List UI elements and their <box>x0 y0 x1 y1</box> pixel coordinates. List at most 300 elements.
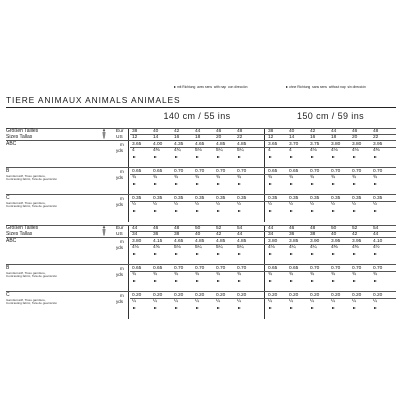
yardage-yards: ½ <box>331 201 336 207</box>
nap-arrow-icon <box>196 210 199 212</box>
yardage-metres: 0.70 <box>352 265 362 271</box>
contrast-note: Garniturstoff, Tissu garniture, <box>6 270 46 275</box>
yardage-yards: ¼ <box>195 298 200 304</box>
nap-arrow-icon <box>217 253 220 255</box>
nap-arrow-icon <box>374 156 377 158</box>
nap-arrow-icon <box>238 253 241 255</box>
nap-arrow-icon <box>332 183 335 185</box>
yardage-yards: ¼ <box>237 298 242 304</box>
nap-arrow-icon <box>196 280 199 282</box>
nap-arrow-icon <box>353 210 356 212</box>
yardage-yards: ½ <box>373 201 378 207</box>
us-size: 34 <box>132 231 138 237</box>
nap-arrow-icon <box>353 280 356 282</box>
width-group-150: 150 cm / 59 ins <box>296 111 365 121</box>
nap-arrow-icon <box>196 253 199 255</box>
us-size: 44 <box>373 231 379 237</box>
yardage-metres: 0.35 <box>132 195 142 201</box>
yardage-yards: ¾ <box>331 271 336 277</box>
nap-arrow-icon <box>332 307 335 309</box>
nap-arrow-icon <box>353 156 356 158</box>
yardage-metres: 4.15 <box>153 238 163 244</box>
yardage-yards: ¾ <box>216 271 221 277</box>
nap-arrow-icon <box>290 307 293 309</box>
yardage-metres: 0.20 <box>352 292 362 298</box>
yardage-metres: 3.95 <box>373 141 383 147</box>
yardage-metres: 0.65 <box>132 265 142 271</box>
yardage-yards: ¾ <box>174 174 179 180</box>
yardage-yards: 4½ <box>373 244 380 250</box>
metres-label: m <box>120 238 124 244</box>
yardage-yards: ¾ <box>216 174 221 180</box>
yardage-metres: 0.70 <box>237 265 247 271</box>
yardage-metres: 0.65 <box>289 168 299 174</box>
legend-with-nap <box>174 85 247 89</box>
us-size: 44 <box>237 231 243 237</box>
nap-arrow-icon <box>175 183 178 185</box>
view-label: B <box>6 167 10 174</box>
yardage-yards: ½ <box>289 201 294 207</box>
nap-arrow-icon <box>290 183 293 185</box>
nap-arrow-icon <box>133 183 136 185</box>
yardage-metres: 4.85 <box>216 238 226 244</box>
nap-arrow-icon <box>133 156 136 158</box>
us-size: 16 <box>310 134 316 140</box>
nap-arrow-icon <box>353 307 356 309</box>
table-top-rule <box>6 128 396 129</box>
yardage-metres: 0.35 <box>237 195 247 201</box>
yardage-metres: 0.35 <box>153 195 163 201</box>
yardage-yards: 5¼ <box>237 244 244 250</box>
eur-size: 44 <box>132 226 138 231</box>
us-size: 12 <box>268 134 274 140</box>
sizes-label-de-fr: Größen Tailles <box>6 225 39 231</box>
nap-arrow-icon <box>175 307 178 309</box>
eur-size: 54 <box>373 226 379 231</box>
us-size: 42 <box>352 231 358 237</box>
eur-size: 48 <box>237 129 243 134</box>
yardage-yards: ½ <box>195 201 200 207</box>
yards-label: yds <box>116 147 124 153</box>
yardage-yards: 4¾ <box>174 147 181 153</box>
nap-arrow-icon <box>154 156 157 158</box>
yardage-metres: 0.70 <box>310 265 320 271</box>
legend-item: mit Richtung <box>177 85 196 89</box>
eur-size: 48 <box>310 226 316 231</box>
yardage-metres: 0.35 <box>352 195 362 201</box>
yardage-metres: 4.65 <box>174 238 184 244</box>
yardage-metres: 0.65 <box>289 265 299 271</box>
nap-arrow-icon <box>238 156 241 158</box>
nap-arrow-icon <box>175 156 178 158</box>
yardage-yards: ¼ <box>216 298 221 304</box>
nap-arrow-icon <box>154 183 157 185</box>
yardage-yards: 4 <box>289 147 292 153</box>
us-size: 20 <box>352 134 358 140</box>
yardage-metres: 0.35 <box>174 195 184 201</box>
contrast-note: Contrasting fabric, Tela de guarnición <box>6 204 58 208</box>
nap-arrow-icon <box>175 253 178 255</box>
yardage-yards: ¼ <box>268 298 273 304</box>
yardage-yards: ¾ <box>352 174 357 180</box>
yardage-yards: ¼ <box>373 298 378 304</box>
eur-size: 48 <box>373 129 379 134</box>
nap-arrow-icon <box>217 280 220 282</box>
yards-label: yds <box>116 271 124 277</box>
eur-label: Eur <box>116 129 124 134</box>
yardage-metres: 4.85 <box>237 141 247 147</box>
yardage-metres: 0.20 <box>268 292 278 298</box>
eur-size: 42 <box>310 129 316 134</box>
legend-item: with nap <box>213 85 227 89</box>
yardage-metres: 3.95 <box>331 238 341 244</box>
us-label: US <box>116 134 123 140</box>
eur-size: 38 <box>268 129 274 134</box>
eur-size: 44 <box>268 226 274 231</box>
yardage-metres: 0.65 <box>268 168 278 174</box>
nap-arrow-icon <box>133 307 136 309</box>
nap-arrow-icon <box>290 253 293 255</box>
yardage-metres: 0.35 <box>289 195 299 201</box>
yards-label: yds <box>116 174 124 180</box>
yardage-yards: ½ <box>310 201 315 207</box>
yardage-metres: 4.85 <box>195 238 205 244</box>
figure-icon <box>101 226 107 236</box>
us-size: 14 <box>153 134 159 140</box>
yardage-yards: ½ <box>237 201 242 207</box>
metres-label: m <box>120 168 124 174</box>
yardage-metres: 0.20 <box>373 292 383 298</box>
legend-item: avec sens <box>197 85 213 89</box>
without-nap-arrow-icon <box>286 86 288 88</box>
yardage-metres: 3.80 <box>331 141 341 147</box>
us-size: 20 <box>216 134 222 140</box>
nap-arrow-icon <box>238 210 241 212</box>
nap-arrow-icon <box>332 280 335 282</box>
yardage-yards: ¾ <box>132 271 137 277</box>
width-group-140: 140 cm / 55 ins <box>163 111 231 121</box>
nap-arrow-icon <box>238 183 241 185</box>
nap-arrow-icon <box>154 307 157 309</box>
nap-arrow-icon <box>353 253 356 255</box>
yardage-yards: 4⅛ <box>310 147 317 153</box>
yardage-metres: 0.35 <box>310 195 320 201</box>
nap-arrow-icon <box>269 183 272 185</box>
nap-arrow-icon <box>217 210 220 212</box>
table-top-rule <box>6 225 396 226</box>
yardage-yards: 5¼ <box>216 147 223 153</box>
nap-arrow-icon <box>196 183 199 185</box>
nap-arrow-icon <box>217 156 220 158</box>
nap-arrow-icon <box>269 307 272 309</box>
figure-icon <box>101 129 107 139</box>
nap-arrow-icon <box>133 280 136 282</box>
metres-label: m <box>120 195 124 201</box>
yardage-yards: 4⅛ <box>268 244 275 250</box>
nap-arrow-icon <box>374 253 377 255</box>
eur-size: 40 <box>289 129 295 134</box>
yardage-yards: 4⅜ <box>331 244 338 250</box>
yards-label: yds <box>116 201 124 207</box>
legend-item: sans sens <box>312 85 327 89</box>
yardage-metres: 0.70 <box>195 265 205 271</box>
us-size: 40 <box>331 231 337 237</box>
us-size: 38 <box>310 231 316 237</box>
eur-size: 54 <box>237 226 243 231</box>
yardage-metres: 3.70 <box>289 141 299 147</box>
nap-arrow-icon <box>332 253 335 255</box>
nap-arrow-icon <box>290 210 293 212</box>
yardage-yards: ¼ <box>331 298 336 304</box>
yardage-yards: 4 <box>132 147 135 153</box>
yardage-yards: 4⅜ <box>352 244 359 250</box>
yardage-metres: 3.75 <box>310 141 320 147</box>
yardage-yards: 4⅜ <box>153 147 160 153</box>
nap-arrow-icon <box>269 280 272 282</box>
nap-arrow-icon <box>374 183 377 185</box>
view-label: C <box>6 291 10 298</box>
yardage-metres: 3.80 <box>352 141 362 147</box>
yardage-yards: ¼ <box>153 298 158 304</box>
us-size: 40 <box>195 231 201 237</box>
nap-arrow-icon <box>290 156 293 158</box>
yardage-yards: ¾ <box>268 271 273 277</box>
yardage-metres: 3.85 <box>289 238 299 244</box>
yardage-yards: 4⅛ <box>331 147 338 153</box>
yardage-yards: ¾ <box>310 271 315 277</box>
yardage-yards: 4⅝ <box>153 244 160 250</box>
legend-item: without nap <box>328 85 346 89</box>
yardage-metres: 0.20 <box>310 292 320 298</box>
yardage-metres: 3.90 <box>310 238 320 244</box>
eur-size: 48 <box>174 226 180 231</box>
yardage-metres: 4.10 <box>373 238 383 244</box>
column-divider <box>264 128 265 222</box>
yardage-yards: 4 <box>268 147 271 153</box>
yardage-yards: ¼ <box>310 298 315 304</box>
us-size: 42 <box>216 231 222 237</box>
view-label: B <box>6 264 10 271</box>
us-size: 12 <box>132 134 138 140</box>
us-size: 18 <box>331 134 337 140</box>
yardage-metres: 0.35 <box>331 195 341 201</box>
yardage-yards: ¾ <box>268 174 273 180</box>
nap-arrow-icon <box>196 156 199 158</box>
yardage-metres: 0.70 <box>373 168 383 174</box>
yardage-metres: 3.65 <box>132 141 142 147</box>
sizes-label-en-es: Sizes Tallas <box>6 230 33 237</box>
legend-without-nap <box>286 85 366 89</box>
yardage-yards: 5¼ <box>195 244 202 250</box>
yardage-metres: 3.80 <box>268 238 278 244</box>
yardage-metres: 0.70 <box>352 168 362 174</box>
eur-size: 42 <box>174 129 180 134</box>
yardage-yards: ¾ <box>237 271 242 277</box>
contrast-note: Garniturstoff, Tissu garniture, <box>6 297 46 302</box>
eur-size: 52 <box>352 226 358 231</box>
contrast-note: Contrasting fabric, Tela de guarnición <box>6 177 58 181</box>
nap-arrow-icon <box>217 183 220 185</box>
nap-arrow-icon <box>311 210 314 212</box>
eur-size: 50 <box>331 226 337 231</box>
nap-arrow-icon <box>374 210 377 212</box>
yardage-yards: 5¼ <box>237 147 244 153</box>
yardage-metres: 0.20 <box>195 292 205 298</box>
us-size: 34 <box>268 231 274 237</box>
yardage-metres: 0.70 <box>331 265 341 271</box>
yardage-yards: ¾ <box>174 271 179 277</box>
yardage-metres: 0.35 <box>216 195 226 201</box>
eur-size: 46 <box>289 226 295 231</box>
yards-label: yds <box>116 298 124 304</box>
nap-arrow-icon <box>196 307 199 309</box>
us-size: 36 <box>289 231 295 237</box>
yardage-metres: 0.20 <box>216 292 226 298</box>
nap-arrow-icon <box>374 307 377 309</box>
view-label: C <box>6 194 10 201</box>
yardage-metres: 0.20 <box>289 292 299 298</box>
yardage-metres: 0.35 <box>268 195 278 201</box>
sizes-label-en-es: Sizes Tallas <box>6 133 33 140</box>
yardage-metres: 3.65 <box>268 141 278 147</box>
yardage-yards: 5¼ <box>216 244 223 250</box>
nap-arrow-icon <box>311 183 314 185</box>
contrast-note: Contrasting fabric, Tela de guarnición <box>6 301 58 305</box>
legend-item: ohne Richtung <box>289 85 311 89</box>
yardage-metres: 4.85 <box>237 238 247 244</box>
m-yds-rule <box>130 174 396 175</box>
yardage-metres: 0.20 <box>174 292 184 298</box>
nap-arrow-icon <box>238 307 241 309</box>
yardage-metres: 4.65 <box>195 141 205 147</box>
yardage-metres: 0.70 <box>216 168 226 174</box>
nap-arrow-icon <box>175 280 178 282</box>
yardage-yards: ½ <box>216 201 221 207</box>
nap-arrow-icon <box>353 183 356 185</box>
nap-arrow-icon <box>332 156 335 158</box>
yardage-yards: ½ <box>132 201 137 207</box>
nap-arrow-icon <box>133 210 136 212</box>
yardage-yards: ¾ <box>373 174 378 180</box>
nap-arrow-icon <box>311 156 314 158</box>
nap-arrow-icon <box>217 307 220 309</box>
metres-label: m <box>120 141 124 147</box>
yardage-metres: 0.65 <box>268 265 278 271</box>
yardage-metres: 0.70 <box>195 168 205 174</box>
yardage-yards: ½ <box>174 201 179 207</box>
nap-arrow-icon <box>174 86 176 88</box>
nap-arrow-icon <box>154 280 157 282</box>
nap-arrow-icon <box>269 253 272 255</box>
nap-arrow-icon <box>332 210 335 212</box>
yardage-yards: ½ <box>268 201 273 207</box>
us-label: US <box>116 231 123 237</box>
eur-size: 38 <box>132 129 138 134</box>
column-divider <box>264 225 265 319</box>
nap-arrow-icon <box>175 210 178 212</box>
nap-arrow-icon <box>154 253 157 255</box>
nap-arrow-icon <box>290 280 293 282</box>
eur-size: 50 <box>195 226 201 231</box>
yardage-metres: 0.35 <box>195 195 205 201</box>
us-size: 22 <box>373 134 379 140</box>
nap-arrow-icon <box>374 280 377 282</box>
nap-arrow-icon <box>238 280 241 282</box>
yardage-yards: ¾ <box>195 271 200 277</box>
yardage-yards: ¾ <box>132 174 137 180</box>
sizes-label-de-fr: Größen Tailles <box>6 128 39 134</box>
m-yds-rule <box>130 201 396 202</box>
yardage-yards: ¾ <box>289 174 294 180</box>
yardage-metres: 0.65 <box>153 168 163 174</box>
yardage-yards: ¾ <box>352 271 357 277</box>
column-divider <box>128 128 129 222</box>
yardage-metres: 0.70 <box>216 265 226 271</box>
metres-label: m <box>120 265 124 271</box>
yardage-metres: 0.65 <box>153 265 163 271</box>
nap-arrow-icon <box>311 307 314 309</box>
contrast-note: Garniturstoff, Tissu garniture, <box>6 173 46 178</box>
eur-label: Eur <box>116 226 124 231</box>
yardage-yards: 4¼ <box>310 244 317 250</box>
yardage-yards: ¾ <box>373 271 378 277</box>
yardage-metres: 0.70 <box>310 168 320 174</box>
column-divider <box>128 225 129 319</box>
yardage-metres: 0.35 <box>373 195 383 201</box>
yardage-yards: ¼ <box>289 298 294 304</box>
yardage-metres: 0.20 <box>153 292 163 298</box>
nap-arrow-icon <box>311 253 314 255</box>
yardage-yards: 4⅛ <box>352 147 359 153</box>
us-size: 38 <box>174 231 180 237</box>
yardage-metres: 4.00 <box>153 141 163 147</box>
metres-label: m <box>120 292 124 298</box>
yardage-yards: ¾ <box>153 174 158 180</box>
yardage-metres: 3.80 <box>132 238 142 244</box>
m-yds-rule <box>130 298 396 299</box>
us-size: 22 <box>237 134 243 140</box>
yardage-metres: 3.95 <box>352 238 362 244</box>
nap-arrow-icon <box>133 253 136 255</box>
yards-label: yds <box>116 244 124 250</box>
eur-size: 52 <box>216 226 222 231</box>
yardage-metres: 0.70 <box>373 265 383 271</box>
yardage-yards: 4⅜ <box>373 147 380 153</box>
eur-size: 44 <box>195 129 201 134</box>
yardage-yards: ½ <box>153 201 158 207</box>
title-rule <box>6 107 396 108</box>
us-size: 14 <box>289 134 295 140</box>
yardage-yards: ¼ <box>352 298 357 304</box>
eur-size: 44 <box>331 129 337 134</box>
yardage-yards: ½ <box>352 201 357 207</box>
yardage-yards: ¾ <box>289 271 294 277</box>
yardage-metres: 0.70 <box>174 265 184 271</box>
yardage-yards: ¼ <box>132 298 137 304</box>
yardage-metres: 0.70 <box>331 168 341 174</box>
view-label: ABC <box>6 237 17 244</box>
yardage-metres: 0.65 <box>132 168 142 174</box>
eur-size: 40 <box>153 129 159 134</box>
contrast-note: Garniturstoff, Tissu garniture, <box>6 200 46 205</box>
yardage-yards: 4⅛ <box>132 244 139 250</box>
eur-size: 46 <box>352 129 358 134</box>
eur-size: 46 <box>216 129 222 134</box>
yardage-yards: 5⅛ <box>174 244 181 250</box>
yardage-yards: ¾ <box>237 174 242 180</box>
nap-arrow-icon <box>311 280 314 282</box>
yardage-yards: ¾ <box>195 174 200 180</box>
